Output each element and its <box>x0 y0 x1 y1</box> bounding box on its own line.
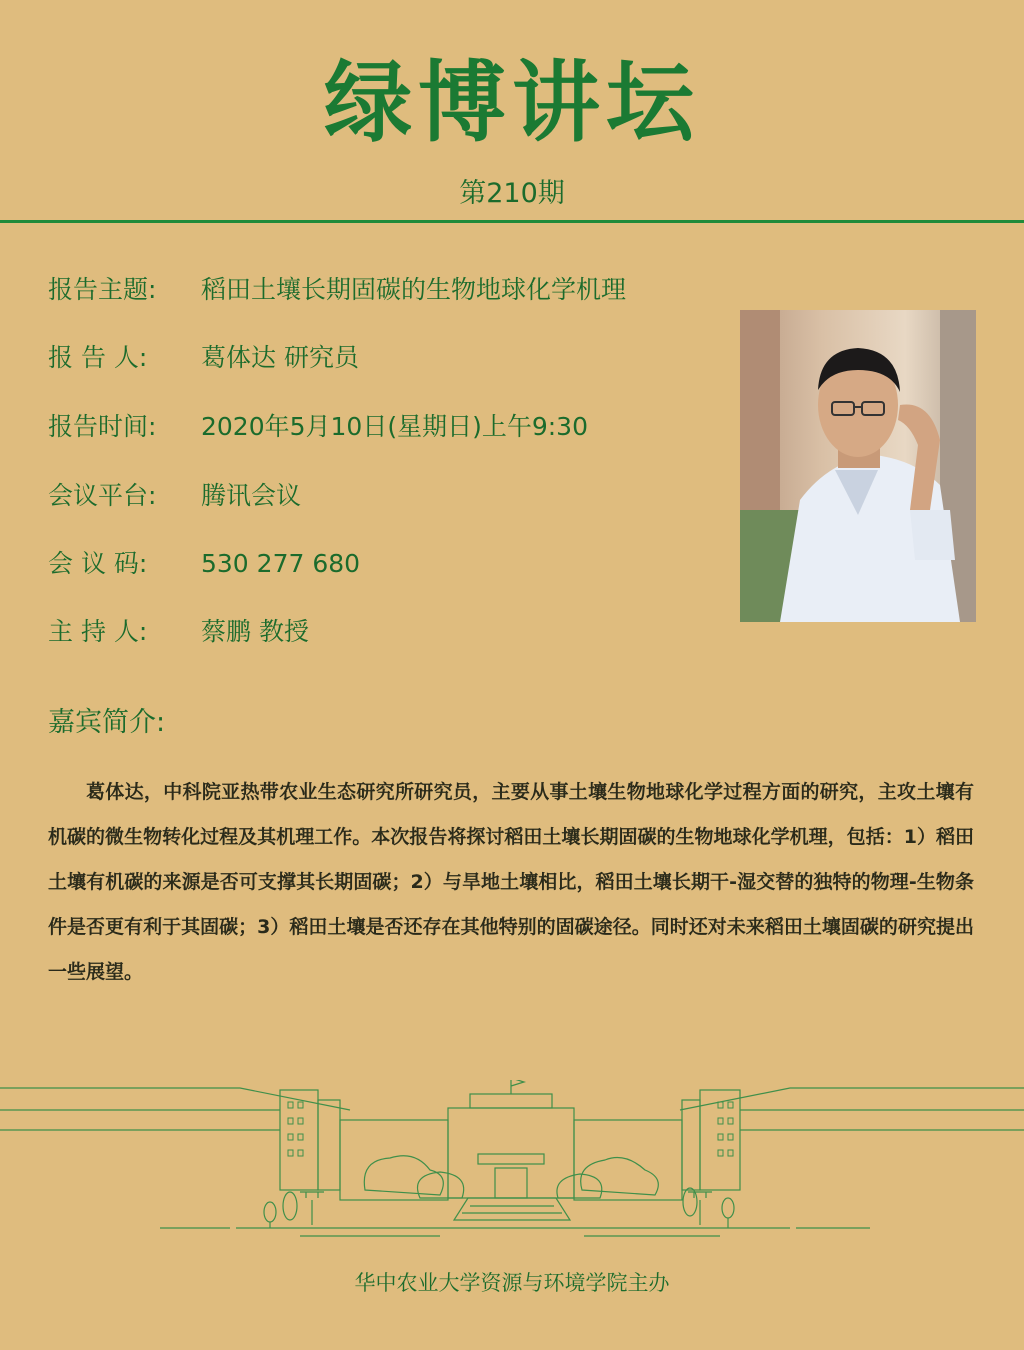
info-time-row <box>48 410 588 444</box>
bio-text: 葛体达，中科院亚热带农业生态研究所研究员，主要从事土壤生物地球化学过程方面的研究，主攻土壤有机碳的微生物转化过程及其机理工作。本次报告将探讨稻田土壤长期固碳的生物地球化学机理，包括：1）稻田土壤有机碳的来源是否可支撑其长期固碳；2）与旱地土壤相比，稻田土壤长期干-湿交替的独特的物理-生物条件是否更有利于其固碳；3）稻田土壤是否还存在其他特别的固碳途径。同时还对未来稻田土壤固碳的研究提出一些展望。 <box>48 781 974 983</box>
topic-value: 稻田土壤长期固碳的生物地球化学机理 <box>201 275 627 304</box>
time-label: 报告时间: <box>48 412 157 441</box>
code-label: 会 议 码: <box>48 549 148 578</box>
topic-label: 报告主题: <box>48 275 157 304</box>
host-label: 主 持 人: <box>48 617 148 646</box>
info-speaker-row <box>48 341 359 375</box>
host-value: 蔡鹏 教授 <box>201 617 309 646</box>
info-code-row <box>48 547 360 581</box>
bio-heading: 嘉宾简介: <box>48 707 166 738</box>
info-topic-row <box>48 273 626 307</box>
time-value: 2020年5月10日(星期日)上午9:30 <box>201 412 588 441</box>
speaker-photo <box>740 310 976 622</box>
speaker-value: 葛体达 研究员 <box>201 343 359 372</box>
speaker-label: 报 告 人: <box>48 343 148 372</box>
platform-label: 会议平台: <box>48 481 157 510</box>
info-host-row <box>48 615 309 649</box>
code-value: 530 277 680 <box>201 549 361 578</box>
info-platform-row <box>48 479 301 513</box>
title-divider <box>0 220 1024 223</box>
poster-title: 绿博讲坛 <box>323 51 700 154</box>
organizer-footer: 华中农业大学资源与环境学院主办 <box>354 1271 670 1295</box>
issue-number: 第210期 <box>459 178 565 209</box>
campus-illustration <box>0 1080 1024 1240</box>
platform-value: 腾讯会议 <box>201 481 302 510</box>
